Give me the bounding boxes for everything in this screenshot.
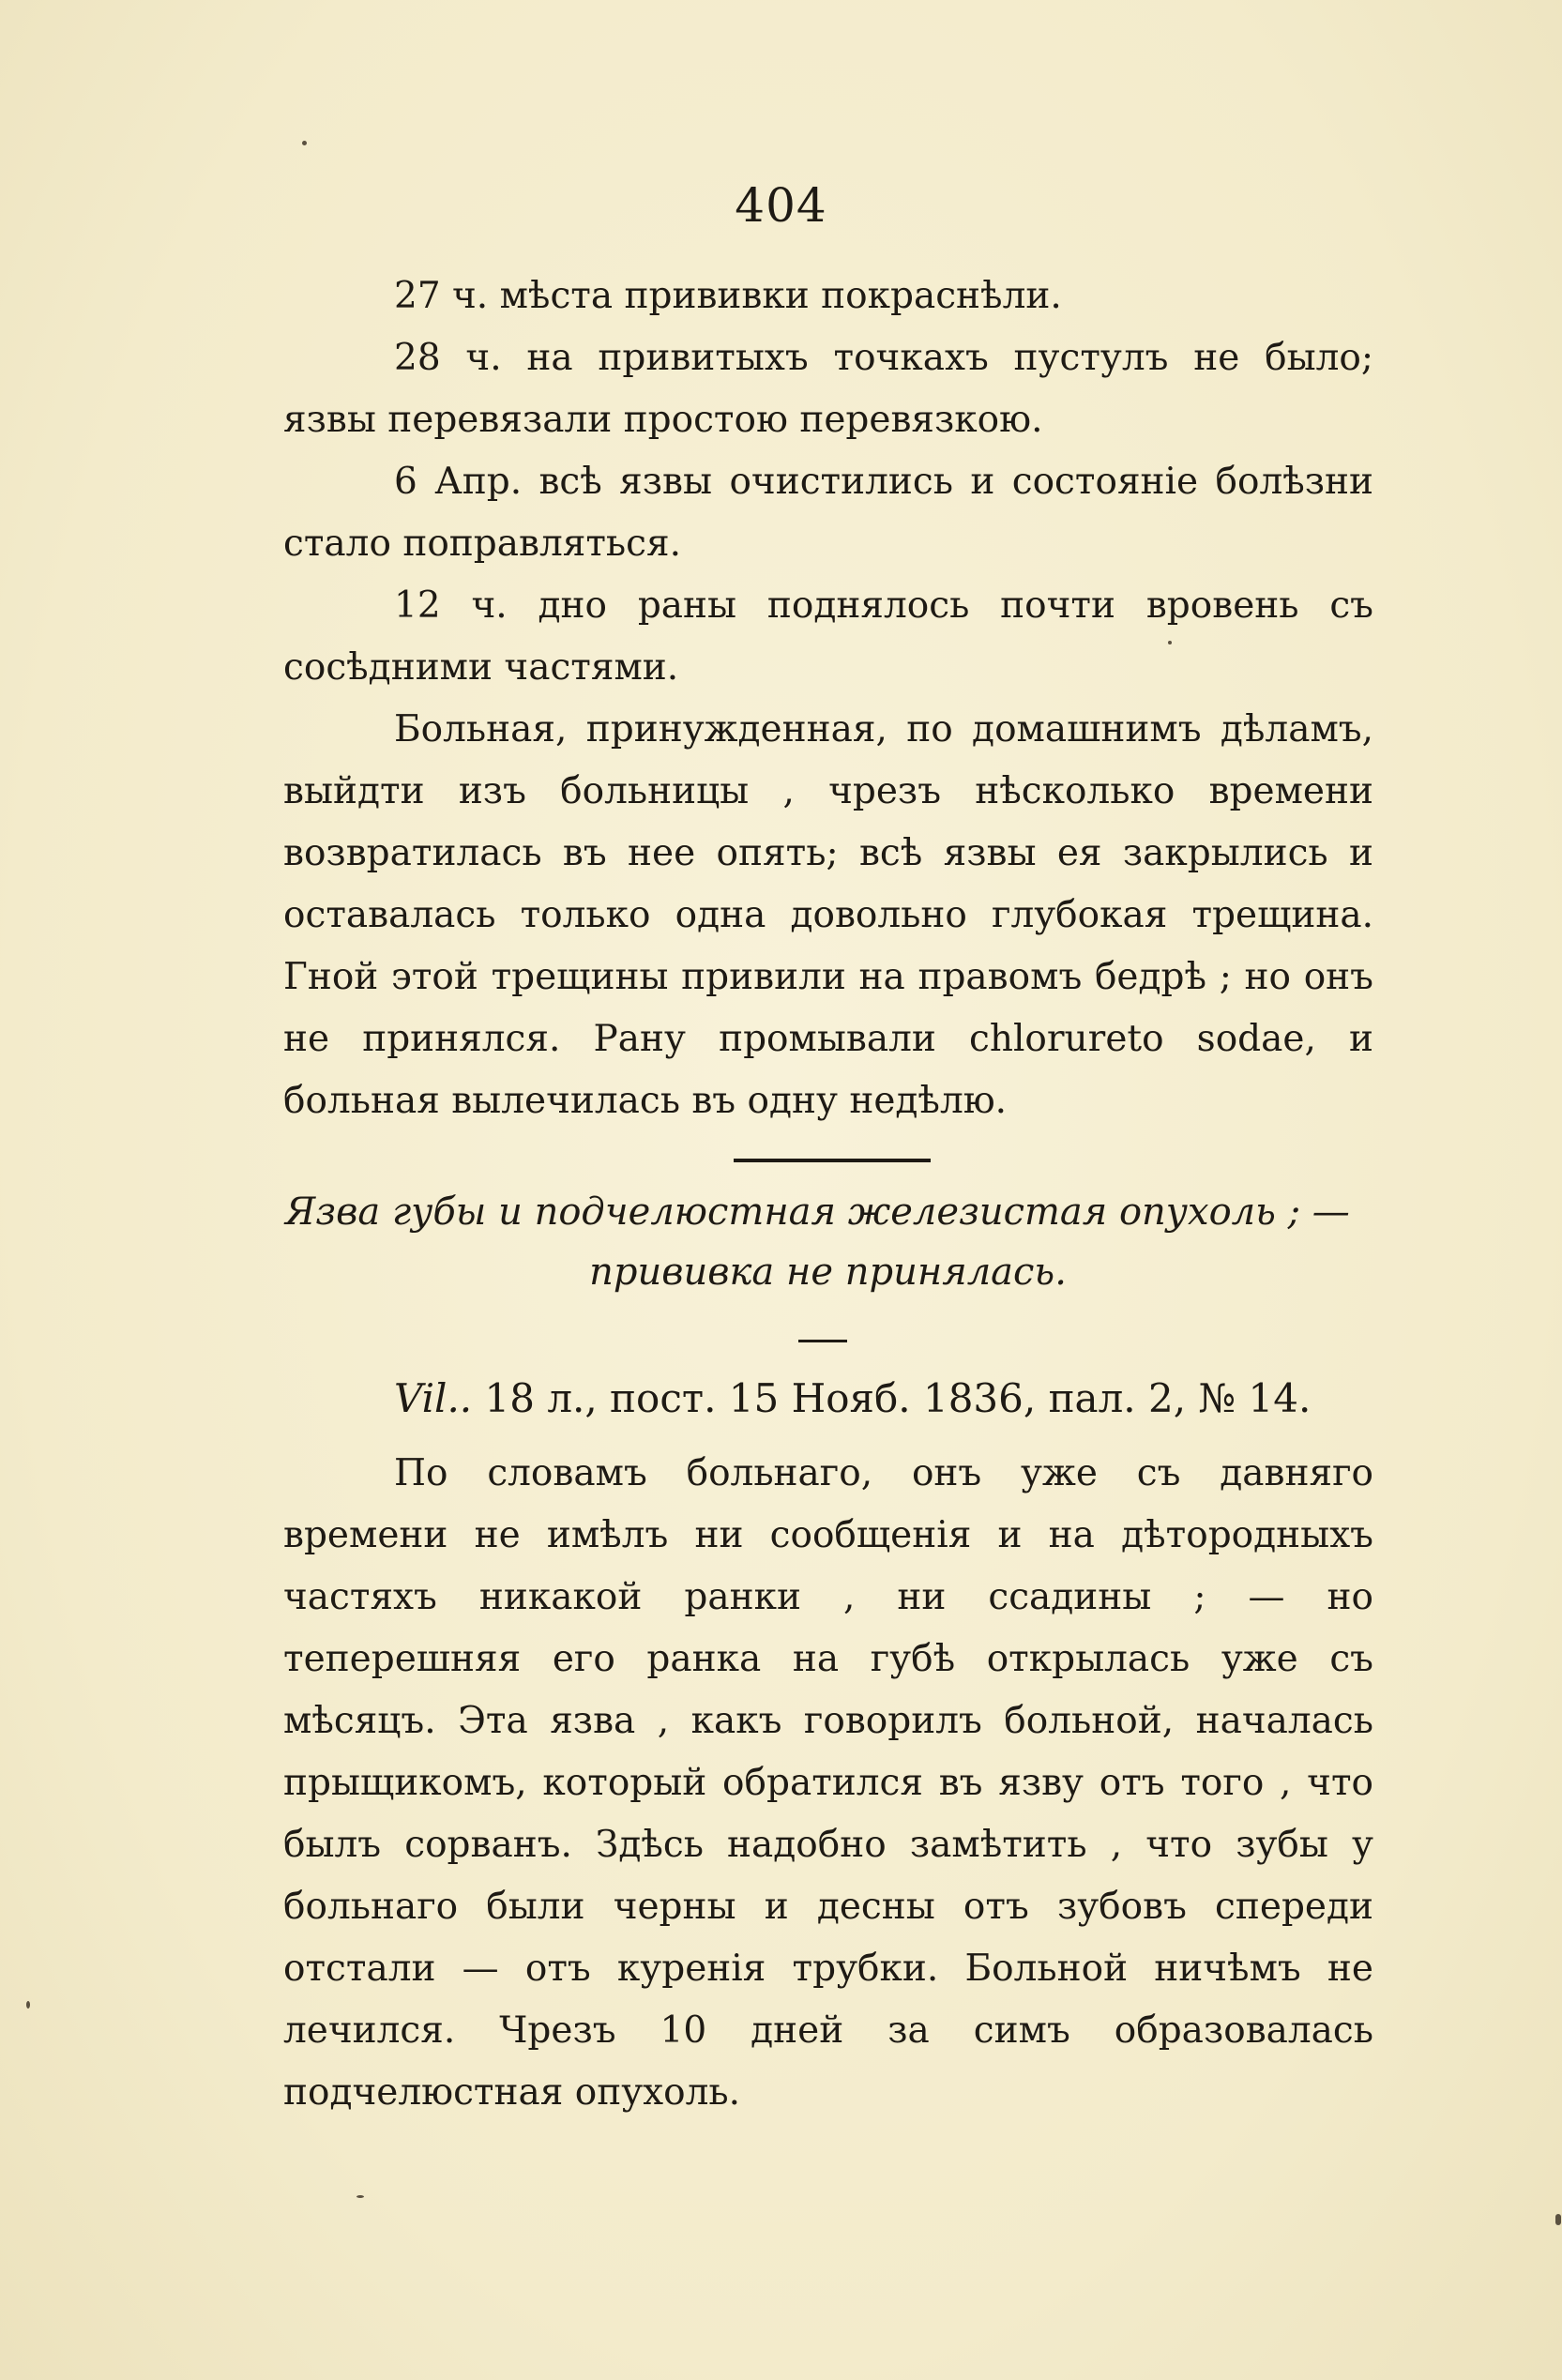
paragraph-day-27: 27 ч. мѣста прививки покраснѣли. [394,275,1062,317]
section-one-text [283,265,1373,1132]
section-divider [734,1159,931,1162]
patient-name: Vil.. [394,1375,473,1421]
paragraph-april-6: 6 Апр. всѣ язвы очистились и состояніе болѣзни стало поправляться. [283,461,1373,565]
paragraph-patient-history: По словамъ больнаго, онъ уже съ давняго времени не имѣлъ ни сообщенія и на дѣтородныхъ частяхъ никакой ранки , ни ссадины ; — но теперешняя его ранка на губѣ открылась уже съ мѣсяцъ. Эта язва , какъ говорилъ больной, началась прыщикомъ, который обратился въ язву отъ того , что былъ сорванъ. Здѣсь надобно замѣтить , что зубы у больнаго были черны и десны отъ зубовъ спереди отстали — отъ куренія трубки. Больной ничѣмъ не лечился. Чрезъ 10 дней за симъ образовалась подчелюстная опухоль. [283,1452,1373,2114]
section-two-text [283,1443,1373,2124]
case-heading-line-1: Язва губы и подчелюстная железистая опухоль ; — [285,1190,1350,1234]
paragraph-patient-discharge: Больная, принужденная, по домашнимъ дѣламъ, выйдти изъ больницы , чрезъ нѣсколько времени возвратилась въ нее опять; всѣ язвы ея закрылись и оставалась только одна довольно глубокая трещина. Гной этой трещины привили на правомъ бедрѣ ; но онъ не принялся. Рану промывали chloruretо sodae, и больная вылечилась въ одну недѣлю. [283,708,1373,1122]
paragraph-day-28: 28 ч. на привитыхъ точкахъ пустулъ не было; язвы перевязали простою перевязкою. [283,337,1373,441]
paragraph-day-12: 12 ч. дно раны поднялось почти вровень съ сосѣдними частями. [283,584,1373,689]
paper-speck [356,2195,364,2198]
paper-speck [1168,641,1172,644]
paper-speck [26,2001,30,2009]
paper-speck [1555,2214,1561,2225]
heading-dash [798,1340,847,1342]
case-record-line [394,1368,1379,1430]
patient-details: 18 л., пост. 15 Нояб. 1836, пал. 2, № 14. [472,1375,1312,1421]
paper-speck [302,141,307,145]
case-heading [281,1182,1374,1302]
page-number: 404 [735,178,827,233]
case-heading-line-2: прививка не принялась. [589,1251,1067,1294]
